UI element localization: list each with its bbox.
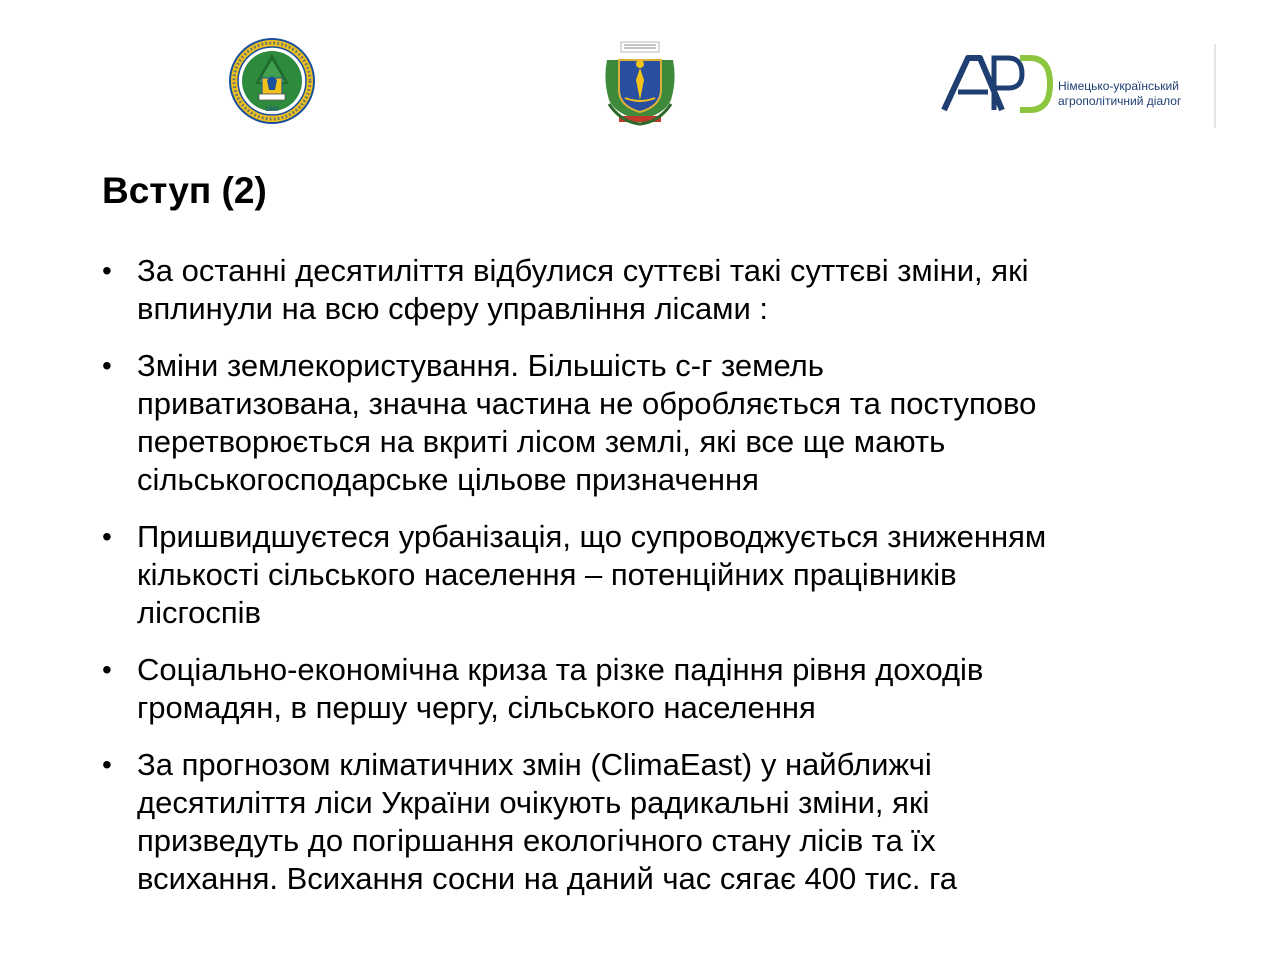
apd-logo-icon [936, 44, 1054, 128]
bullet-list [102, 252, 1222, 917]
logo-divider [1214, 44, 1216, 128]
bullet-marker: • [102, 350, 112, 381]
bullet-line: сільськогосподарське цільове призначення [137, 462, 759, 497]
bullet-line: Соціально-економічна криза та різке падіння рівня доходів [137, 652, 984, 687]
bullet-line: десятиліття ліси України очікують радикальні зміни, які [137, 785, 930, 820]
slide-title: Вступ (2) [102, 170, 267, 211]
bullet-line: громадян, в першу чергу, сільського населення [137, 690, 816, 725]
bullet-line: кількості сільського населення – потенційних працівників [137, 557, 957, 592]
bullet-marker: • [102, 654, 112, 685]
bullet-item [102, 252, 1222, 328]
bullet-item [102, 347, 1222, 499]
apd-logo [936, 44, 1216, 128]
coat-of-arms-icon [601, 40, 679, 126]
apd-caption-line-2: агрополітичний діалог [1058, 94, 1182, 108]
bullet-line: Зміни землекористування. Більшість с-г земель [137, 348, 824, 383]
bullet-item [102, 651, 1222, 727]
bullet-line: лісгоспів [137, 595, 261, 630]
bullet-line: Пришвидшуєтеся урбанізація, що супроводжується зниженням [137, 519, 1047, 554]
bullet-line: приватизована, значна частина не обробляється та поступово [137, 386, 1037, 421]
apd-caption-line-1: Німецько-український [1058, 79, 1179, 93]
apd-caption [1058, 79, 1181, 109]
emblem-year: 1840 [265, 107, 279, 113]
bullet-line: вплинули на всю сферу управління лісами : [137, 291, 769, 326]
bullet-line: За останні десятиліття відбулися суттєві такі суттєві зміни, які [137, 253, 1029, 288]
bullet-line: призведуть до погіршання екологічного стану лісів та їх [137, 823, 936, 858]
bullet-marker: • [102, 749, 112, 780]
bullet-item [102, 518, 1222, 632]
bullet-marker: • [102, 255, 112, 286]
bullet-item [102, 746, 1222, 898]
bullet-line: всихання. Всихання сосни на даний час сягає 400 тис. га [137, 861, 957, 896]
bullet-line: За прогнозом кліматичних змін (ClimaEast) у найближчі [137, 747, 932, 782]
university-emblem-icon [229, 38, 315, 124]
bullet-marker: • [102, 521, 112, 552]
bullet-line: перетворюється на вкриті лісом землі, які все ще мають [137, 424, 946, 459]
